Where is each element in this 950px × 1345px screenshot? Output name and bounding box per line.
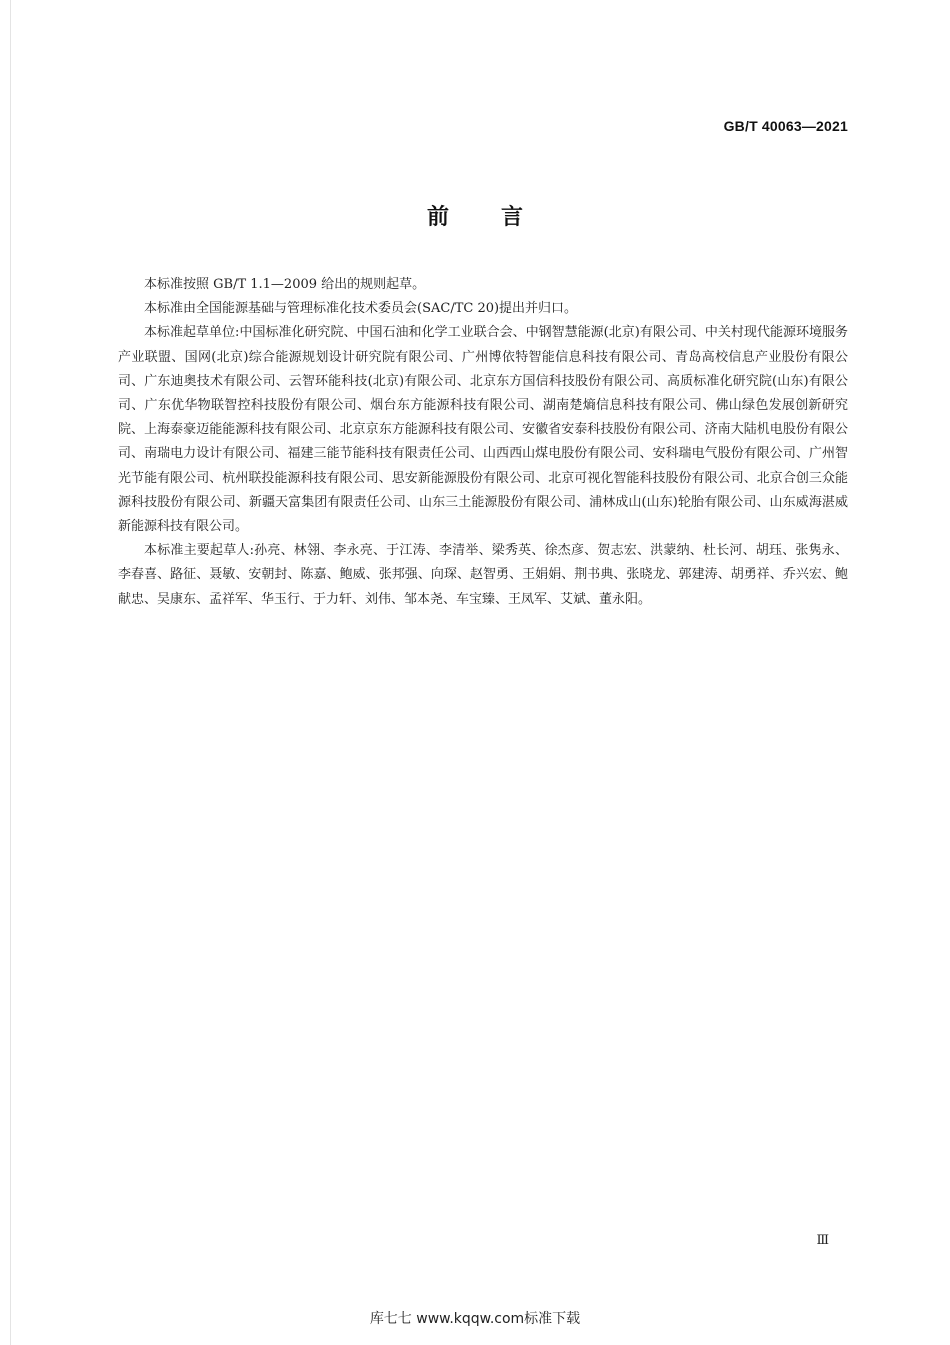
paragraph-drafting-rules: 本标准按照 GB/T 1.1—2009 给出的规则起草。 [144,277,426,292]
page-number: Ⅲ [816,1233,829,1248]
paragraph-proposer: 本标准由全国能源基础与管理标准化技术委员会(SAC/TC 20)提出并归口。 [144,301,578,317]
section-title: 前言 [426,205,575,230]
foreword-body [118,273,848,612]
paragraph-drafting-units: 本标准起草单位:中国标准化研究院、中国石油和化学工业联合会、中钢智慧能源(北京)有限公司、中关村现代能源环境服务产业联盟、国网(北京)综合能源规划设计研究院有限公司、广州博依特智能信息科技有限公司、青岛高校信息产业股份有限公司、广东迪奥技术有限公司、云智环能科技(北京)有限公司、北京东方国信科技股份有限公司、高质标准化研究院(山东)有限公司、广东优华物联智控科技股份有限公司、烟台东方能源科技有限公司、湖南楚熵信息科技有限公司、佛山绿色发展创新研究院、上海泰豪迈能能源科技有限公司、北京京东方能源科技有限公司、安徽省安泰科技股份有限公司、济南大陆机电股份有限公司、南瑞电力设计有限公司、福建三能节能科技有限责任公司、山西西山煤电股份有限公司、安科瑞电气股份有限公司、广州智光节能有限公司、杭州联投能源科技有限公司、思安新能源股份有限公司、北京可视化智能科技股份有限公司、北京合创三众能源科技股份有限公司、新疆天富集团有限责任公司、山东三土能源股份有限公司、浦林成山(山东)轮胎有限公司、山东威海湛威新能源科技有限公司。 [118,325,848,535]
paragraph-main-drafters: 本标准主要起草人:孙亮、林翎、李永亮、于江涛、李清举、梁秀英、徐杰彦、贺志宏、洪蒙纳、杜长河、胡珏、张隽永、李春喜、路征、聂敏、安朝封、陈嘉、鲍威、张邦强、向琛、赵智勇、王娟娟、荆书典、张晓龙、郭建涛、胡勇祥、乔兴宏、鲍献忠、吴康东、孟祥军、华玉行、于力轩、刘伟、邹本尧、车宝臻、王凤军、艾斌、董永阳。 [118,543,848,607]
standard-number: GB/T 40063—2021 [723,118,848,134]
footer-watermark[interactable]: 库七七 www.kqqw.com标准下载 [369,1311,581,1327]
